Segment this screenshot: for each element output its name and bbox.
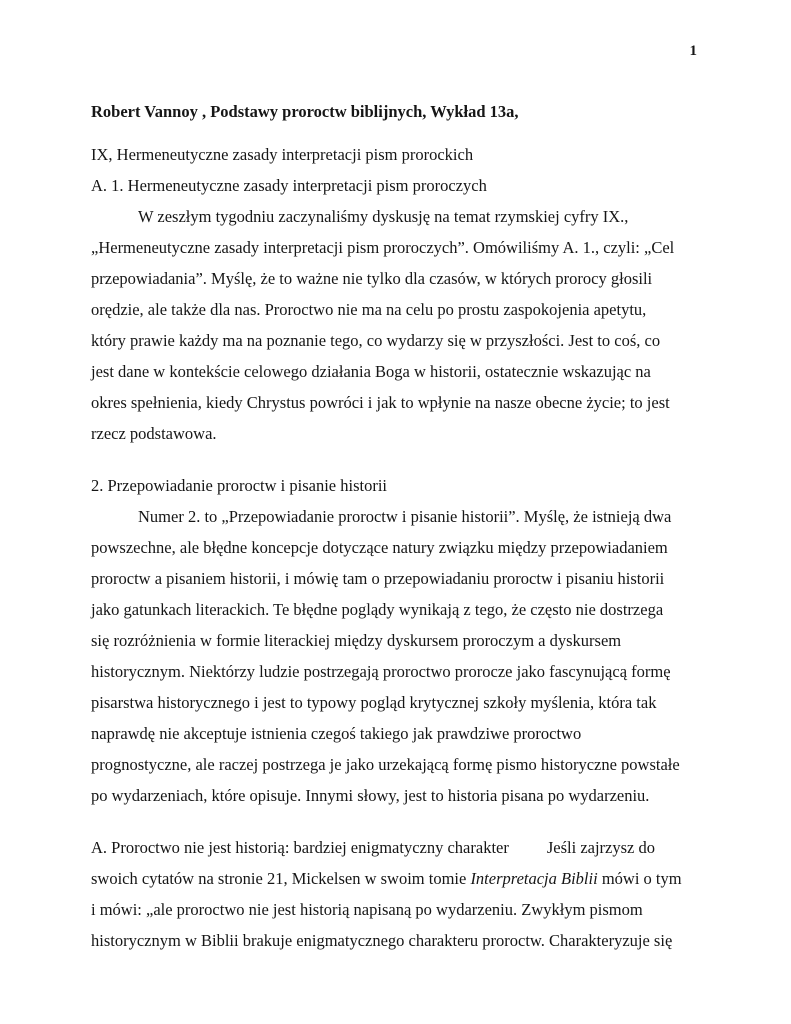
text-line: i mówi: „ale proroctwo nie jest historią napisaną po wydarzeniu. Zwykłym pismom [91,900,643,919]
text-line: historycznym w Biblii brakuje enigmatycznego charakteru proroctw. Charakteryzuje się [91,931,673,950]
document-content [91,96,703,956]
text-line: rzecz podstawowa. [91,424,217,443]
text-run: Jeśli zajrzysz do [546,838,655,857]
text-run: mówi o tym [597,869,682,888]
blank-space [91,811,703,832]
document-title: Robert Vannoy , Podstawy proroctw biblijnych, Wykład 13a, [91,102,519,121]
text-line: „Hermeneutyczne zasady interpretacji pism proroczych”. Omówiliśmy A. 1., czyli: „Cel [91,238,675,257]
text-line: prognostyczne, ale raczej postrzega je jako urzekającą formę pismo historyczne powstałe [91,755,680,774]
text-line: Numer 2. to „Przepowiadanie proroctw i pisanie historii”. Myślę, że istnieją dwa [138,507,672,526]
text-line: przepowiadania”. Myślę, że to ważne nie tylko dla czasów, w których prorocy głosili [91,269,653,288]
tab-space [509,852,547,853]
text-line: powszechne, ale błędne koncepcje dotyczące natury związku między przepowiadaniem [91,538,668,557]
text-line: który prawie każdy ma na poznanie tego, co wydarzy się w przyszłości. Jest to coś, co [91,331,661,350]
text-line: się rozróżnienia w formie literackiej między dyskursem proroczym a dyskursem [91,631,622,650]
text-line: naprawdę nie akceptuje istnienia czegoś takiego jak prawdziwe proroctwo [91,724,582,743]
text-line: okres spełnienia, kiedy Chrystus powróci i jak to wpłynie na nasze obecne życie; to jest [91,393,670,412]
book-title-italic: Interpretacja Biblii [470,869,598,888]
text-line: pisarstwa historycznego i jest to typowy pogląd krytycznej szkoły myślenia, która tak [91,693,657,712]
paragraph-2 [91,501,703,811]
text-line: jest dane w kontekście celowego działania Boga w historii, ostatecznie wskazując na [91,362,651,381]
text-line [91,832,703,863]
section-2-heading: 2. Przepowiadanie proroctw i pisanie historii [91,476,388,495]
text-line: W zeszłym tygodniu zaczynaliśmy dyskusję na temat rzymskiej cyfry IX., [138,207,629,226]
text-line: historycznym. Niektórzy ludzie postrzegają proroctwo prorocze jako fascynującą formę [91,662,671,681]
heading-outline-a1: A. 1. Hermeneutyczne zasady interpretacji pism proroczych [91,176,487,195]
text-run: swoich cytatów na stronie 21, Mickelsen w swoim tomie [91,869,471,888]
text-line: jako gatunkach literackich. Te błędne poglądy wynikają z tego, że często nie dostrzega [91,600,664,619]
blank-space [91,449,703,470]
paragraph-1 [91,201,703,449]
subheading-a-text: A. Proroctwo nie jest historią: bardziej enigmatyczny charakter [91,838,509,857]
paragraph-3 [91,832,703,956]
heading-outline-ix: IX, Hermeneutyczne zasady interpretacji pism prorockich [91,145,474,164]
page-number: 1 [689,43,697,59]
text-line [91,863,703,894]
text-line: proroctw a pisaniem historii, i mówię tam o przepowiadaniu proroctw i pisaniu historii [91,569,665,588]
text-line: orędzie, ale także dla nas. Proroctwo nie ma na celu po prostu zaspokojenia apetytu, [91,300,647,319]
text-line: po wydarzeniach, które opisuje. Innymi słowy, jest to historia pisana po wydarzeniu. [91,786,650,805]
